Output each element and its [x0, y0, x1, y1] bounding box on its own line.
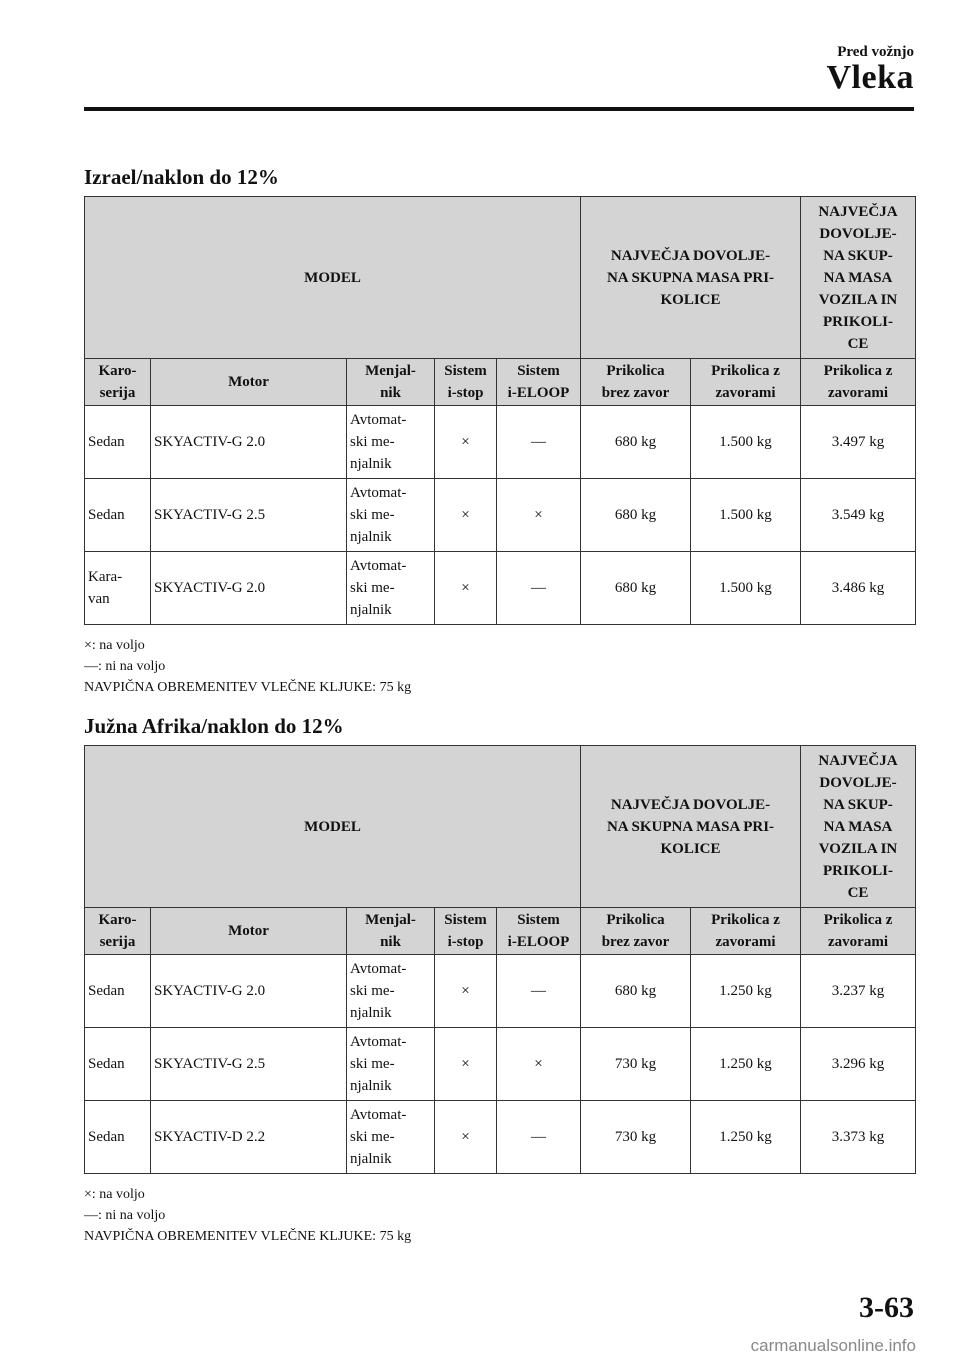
- header-body: Karo- serija: [85, 359, 151, 406]
- cell-combined: 3.497 kg: [801, 406, 916, 479]
- cell-transmission: Avtomat- ski me- njalnik: [347, 1028, 435, 1101]
- watermark: carmanualsonline.info: [750, 1336, 916, 1355]
- header-transmission: Menjal- nik: [347, 359, 435, 406]
- cell-with-brake: 1.500 kg: [691, 479, 801, 552]
- cell-body: Sedan: [85, 479, 151, 552]
- note-line: NAVPIČNA OBREMENITEV VLEČNE KLJUKE: 75 kg: [84, 680, 412, 695]
- cell-body: Sedan: [85, 955, 151, 1028]
- header-model: MODEL: [85, 197, 581, 359]
- cell-engine: SKYACTIV-G 2.0: [151, 552, 347, 625]
- table-row: [85, 479, 916, 552]
- cell-combined: 3.373 kg: [801, 1101, 916, 1174]
- header-with-brake: Prikolica z zavorami: [691, 359, 801, 406]
- cell-with-brake: 1.250 kg: [691, 1101, 801, 1174]
- header-model: MODEL: [85, 746, 581, 908]
- cell-ieloop: ×: [497, 479, 581, 552]
- table-title: Izrael/naklon do 12%: [84, 165, 279, 189]
- table-row: [85, 955, 916, 1028]
- table-section-south-africa: [84, 711, 916, 1247]
- cell-istop: ×: [435, 552, 497, 625]
- section-title: Pred vožnjo: [837, 44, 914, 60]
- header-ieloop: Sistem i-ELOOP: [497, 359, 581, 406]
- cell-engine: SKYACTIV-G 2.0: [151, 955, 347, 1028]
- cell-no-brake: 680 kg: [581, 406, 691, 479]
- header-with-brake-total: Prikolica z zavorami: [801, 359, 916, 406]
- cell-no-brake: 730 kg: [581, 1101, 691, 1174]
- cell-combined: 3.486 kg: [801, 552, 916, 625]
- cell-body: Sedan: [85, 1028, 151, 1101]
- cell-with-brake: 1.500 kg: [691, 406, 801, 479]
- cell-ieloop: —: [497, 955, 581, 1028]
- cell-with-brake: 1.500 kg: [691, 552, 801, 625]
- cell-with-brake: 1.250 kg: [691, 955, 801, 1028]
- header-ieloop: Sistem i-ELOOP: [497, 908, 581, 955]
- cell-combined: 3.549 kg: [801, 479, 916, 552]
- cell-istop: ×: [435, 1101, 497, 1174]
- note-line: ×: na voljo: [84, 1187, 145, 1202]
- cell-ieloop: —: [497, 1101, 581, 1174]
- header-engine: Motor: [151, 908, 347, 955]
- header-engine: Motor: [151, 359, 347, 406]
- cell-istop: ×: [435, 1028, 497, 1101]
- table-notes: [84, 1184, 916, 1247]
- cell-engine: SKYACTIV-G 2.5: [151, 1028, 347, 1101]
- cell-combined: 3.296 kg: [801, 1028, 916, 1101]
- header-body: Karo- serija: [85, 908, 151, 955]
- cell-istop: ×: [435, 955, 497, 1028]
- cell-engine: SKYACTIV-D 2.2: [151, 1101, 347, 1174]
- header-istop: Sistem i-stop: [435, 359, 497, 406]
- cell-engine: SKYACTIV-G 2.5: [151, 479, 347, 552]
- chapter-title: Vleka: [826, 59, 914, 96]
- cell-transmission: Avtomat- ski me- njalnik: [347, 552, 435, 625]
- table-row: [85, 1028, 916, 1101]
- cell-body: Kara- van: [85, 552, 151, 625]
- header-rule: [84, 107, 914, 111]
- header-max-trailer: NAJVEČJA DOVOLJE- NA SKUPNA MASA PRI- KOLICE: [581, 197, 801, 359]
- cell-body: Sedan: [85, 1101, 151, 1174]
- cell-combined: 3.237 kg: [801, 955, 916, 1028]
- header-max-trailer: NAJVEČJA DOVOLJE- NA SKUPNA MASA PRI- KOLICE: [581, 746, 801, 908]
- note-line: —: ni na voljo: [84, 659, 166, 674]
- table-title: Južna Afrika/naklon do 12%: [84, 714, 344, 738]
- cell-transmission: Avtomat- ski me- njalnik: [347, 406, 435, 479]
- cell-no-brake: 680 kg: [581, 479, 691, 552]
- page-header: [827, 44, 915, 97]
- header-max-combined: NAJVEČJA DOVOLJE- NA SKUP- NA MASA VOZILA IN PRIKOLI- CE: [801, 746, 916, 908]
- header-no-brake: Prikolica brez zavor: [581, 359, 691, 406]
- cell-transmission: Avtomat- ski me- njalnik: [347, 955, 435, 1028]
- cell-body: Sedan: [85, 406, 151, 479]
- header-max-combined: NAJVEČJA DOVOLJE- NA SKUP- NA MASA VOZILA IN PRIKOLI- CE: [801, 197, 916, 359]
- table-section-israel: [84, 162, 916, 698]
- cell-ieloop: —: [497, 552, 581, 625]
- note-line: —: ni na voljo: [84, 1208, 166, 1223]
- cell-transmission: Avtomat- ski me- njalnik: [347, 1101, 435, 1174]
- towing-table: [84, 196, 916, 625]
- cell-ieloop: —: [497, 406, 581, 479]
- towing-table: [84, 745, 916, 1174]
- cell-engine: SKYACTIV-G 2.0: [151, 406, 347, 479]
- table-row: [85, 552, 916, 625]
- cell-no-brake: 680 kg: [581, 552, 691, 625]
- header-transmission: Menjal- nik: [347, 908, 435, 955]
- header-istop: Sistem i-stop: [435, 908, 497, 955]
- cell-transmission: Avtomat- ski me- njalnik: [347, 479, 435, 552]
- page-number: 3-63: [859, 1291, 914, 1324]
- cell-ieloop: ×: [497, 1028, 581, 1101]
- cell-no-brake: 730 kg: [581, 1028, 691, 1101]
- table-notes: [84, 635, 916, 698]
- cell-istop: ×: [435, 406, 497, 479]
- cell-istop: ×: [435, 479, 497, 552]
- note-line: ×: na voljo: [84, 638, 145, 653]
- table-row: [85, 406, 916, 479]
- header-no-brake: Prikolica brez zavor: [581, 908, 691, 955]
- header-with-brake: Prikolica z zavorami: [691, 908, 801, 955]
- table-row: [85, 1101, 916, 1174]
- note-line: NAVPIČNA OBREMENITEV VLEČNE KLJUKE: 75 kg: [84, 1229, 412, 1244]
- cell-no-brake: 680 kg: [581, 955, 691, 1028]
- header-with-brake-total: Prikolica z zavorami: [801, 908, 916, 955]
- cell-with-brake: 1.250 kg: [691, 1028, 801, 1101]
